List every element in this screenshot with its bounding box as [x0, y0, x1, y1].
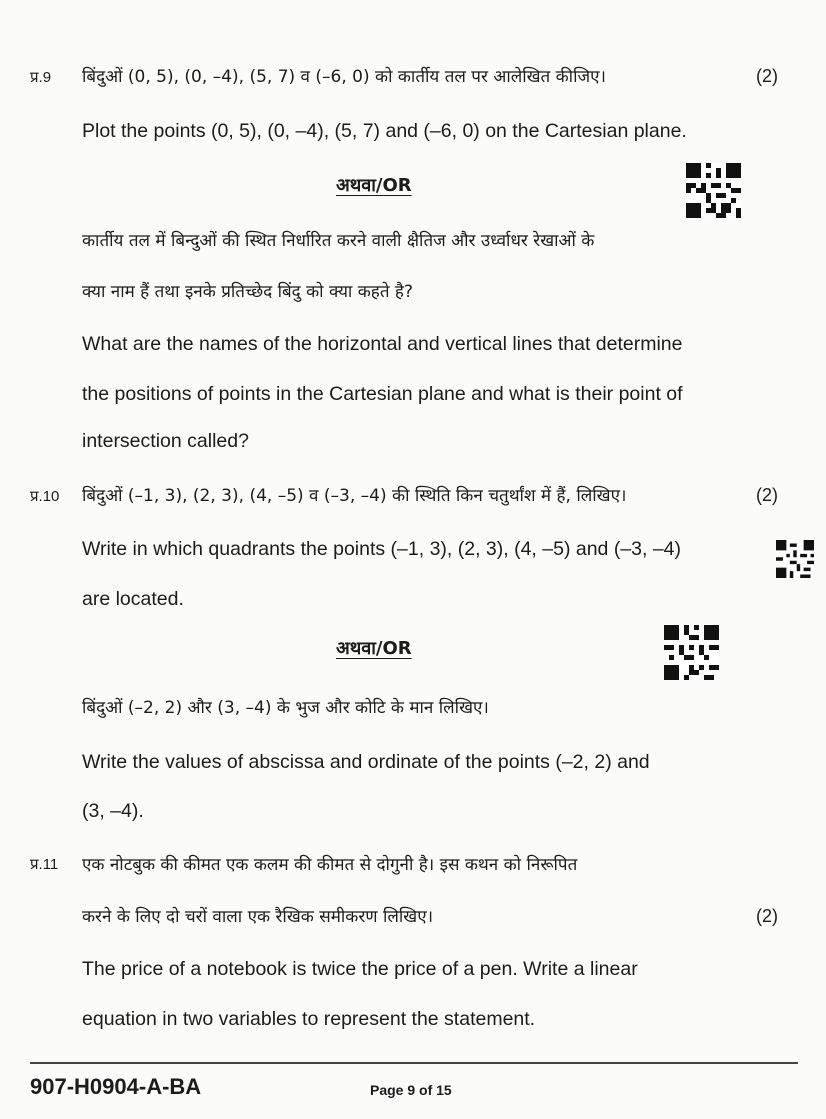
q10-alt-english-line-2: (3, –4). — [82, 800, 144, 822]
q10-or-heading: अथवा/OR — [336, 638, 412, 659]
q9-hindi-text: बिंदुओं (0, 5), (0, –4), (5, 7) व (–6, 0) को कार्तीय तल पर आलेखित कीजिए। — [82, 67, 606, 87]
footer-page-number: Page 9 of 15 — [370, 1082, 452, 1098]
q9-english-text: Plot the points (0, 5), (0, –4), (5, 7) and (–6, 0) on the Cartesian plane. — [82, 120, 687, 142]
q10-hindi-text: बिंदुओं (–1, 3), (2, 3), (4, –5) व (–3, –4) की स्थिति किन चतुर्थांश में हैं, लिखिए। — [82, 486, 627, 506]
q9-alt-english-line-3: intersection called? — [82, 430, 249, 452]
question-number-10: प्र.10 — [30, 488, 60, 505]
q10-marks: (2) — [756, 485, 778, 505]
qr-code-3 — [664, 625, 719, 684]
q10-english-line-1: Write in which quadrants the points (–1, 3), (2, 3), (4, –5) and (–3, –4) — [82, 538, 682, 560]
q10-alt-hindi-text: बिंदुओं (–2, 2) और (3, –4) के भुज और कोटि के मान लिखिए। — [82, 698, 489, 718]
q9-marks: (2) — [756, 66, 778, 86]
footer-rule — [30, 1062, 798, 1064]
q11-hindi-line-2: करने के लिए दो चरों वाला एक रैखिक समीकरण लिखिए। — [82, 907, 434, 927]
q11-marks: (2) — [756, 906, 778, 926]
q10-alt-english-line-1: Write the values of abscissa and ordinate of the points (–2, 2) and — [82, 751, 650, 773]
question-number-11: प्र.11 — [30, 856, 59, 873]
q9-alt-english-line-2: the positions of points in the Cartesian plane and what is their point of — [82, 383, 683, 405]
footer-document-code: 907-H0904-A-BA — [30, 1074, 202, 1099]
q9-alt-english-line-1: What are the names of the horizontal and vertical lines that determine — [82, 333, 683, 355]
q10-english-line-2: are located. — [82, 588, 184, 610]
question-number-9: प्र.9 — [30, 69, 52, 86]
qr-code-2 — [776, 540, 814, 582]
q9-alt-hindi-line-2: क्या नाम हैं तथा इनके प्रतिच्छेद बिंदु को क्या कहते है? — [82, 282, 413, 302]
q11-english-line-2: equation in two variables to represent the statement. — [82, 1008, 536, 1030]
q11-hindi-line-1: एक नोटबुक की कीमत एक कलम की कीमत से दोगुनी है। इस कथन को निरूपित — [82, 855, 578, 875]
q9-or-heading: अथवा/OR — [336, 175, 412, 196]
q9-alt-hindi-line-1: कार्तीय तल में बिन्दुओं की स्थित निर्धारित करने वाली क्षैतिज और उर्ध्वाधर रेखाओं के — [82, 231, 595, 251]
q11-english-line-1: The price of a notebook is twice the price of a pen. Write a linear — [82, 958, 638, 980]
qr-code-1 — [686, 163, 741, 222]
